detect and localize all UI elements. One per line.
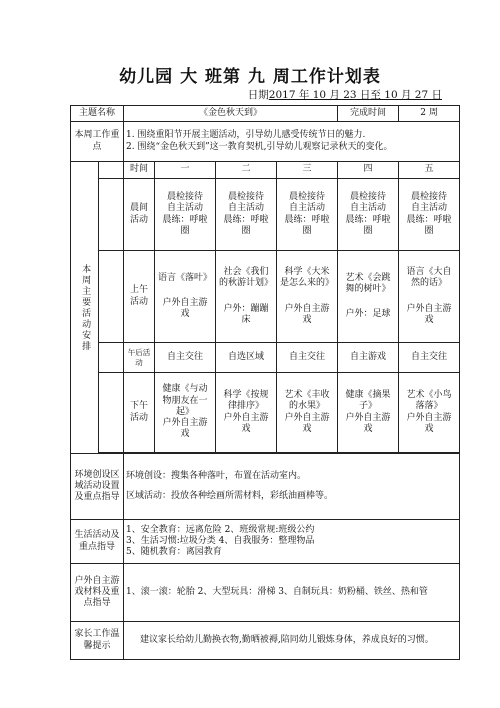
- activity-line: 戏: [302, 423, 312, 434]
- afternoon-row: [71, 373, 460, 453]
- activity-line: 自选区域: [228, 351, 265, 362]
- activity-line: 户外自主游: [162, 418, 208, 429]
- environment-line: 环境创设：搜集各种落叶，布置在活动室内。: [126, 471, 307, 482]
- activity-line: 物朋友在一: [162, 395, 208, 406]
- activity-line: 戏: [302, 314, 312, 325]
- activity-line: 户外自主游: [345, 412, 391, 423]
- activity-line: 户外自主游: [284, 412, 330, 423]
- row-label-forenoon: 上午活动: [124, 251, 155, 343]
- environment-content: [124, 454, 460, 520]
- activity-line: 自主活动: [350, 203, 387, 214]
- activity-cell: [155, 373, 216, 453]
- activity-line: 户外：足球: [345, 309, 391, 320]
- activity-line: 戏: [424, 423, 434, 434]
- activity-line: 圈: [241, 225, 251, 236]
- activity-cell: [399, 343, 460, 373]
- activity-line: 自主游戏: [350, 351, 387, 362]
- activity-cell: [338, 373, 399, 453]
- goals-label: 本周工作重点: [71, 122, 124, 162]
- schedule-blank-cell: [99, 373, 124, 453]
- activity-line: 自主交往: [289, 351, 326, 362]
- activity-line: 戏: [241, 423, 251, 434]
- activity-line: 床: [241, 314, 251, 325]
- activity-line: 户外自主游: [284, 303, 330, 314]
- activity-cell: [155, 179, 216, 251]
- activity-line: 户外自主游: [162, 297, 208, 308]
- row-label-midday: 午后活动: [124, 343, 155, 373]
- row-label-morning: 晨间活动: [124, 179, 155, 251]
- completion-time-label: 完成时间: [338, 106, 399, 122]
- theme-value: 《金色秋天到》: [124, 106, 338, 122]
- activity-line: 晨检接待: [411, 192, 448, 202]
- activity-line: 晨练：呼啦: [284, 214, 330, 225]
- activity-line: 晨练：呼啦: [345, 214, 391, 225]
- activity-line: 自主交往: [411, 351, 448, 362]
- outdoor-content: 1、滚一滚：轮胎 2、大型玩具：滑梯 3、自制玩具：奶粉桶、铁丝、热和管: [124, 564, 460, 622]
- goals-content: [124, 122, 460, 162]
- completion-time-value: 2 周: [399, 106, 460, 122]
- outdoor-label: 户外自主游戏材料及重点指导: [71, 564, 124, 622]
- activity-line: 戏: [180, 429, 190, 440]
- activity-line: 圈: [363, 225, 373, 236]
- cell-spacer: [340, 295, 396, 309]
- activity-line: 自主交往: [167, 351, 204, 362]
- activity-line: 子》: [359, 401, 378, 412]
- activity-line: 晨检接待: [350, 192, 387, 202]
- activity-cell: [338, 251, 399, 343]
- activity-line: 律排序》: [228, 401, 265, 412]
- activity-line: 自主活动: [228, 203, 265, 214]
- day-header: 一: [155, 162, 216, 179]
- activity-line: 圈: [424, 225, 434, 236]
- schedule-side-label: [71, 162, 99, 454]
- date-label: 日期: [247, 89, 269, 101]
- schedule-header-row: [71, 162, 460, 179]
- life-line: 3、生活习惯:垃圾分类 4、自我服务：整理物品: [126, 535, 315, 546]
- theme-row: [71, 106, 460, 122]
- activity-cell: [277, 179, 338, 251]
- activity-line: 语言《落叶》: [158, 272, 213, 283]
- life-line: 5、随机教育：离园教育: [126, 547, 222, 558]
- activity-line: 自主活动: [167, 203, 204, 214]
- activity-line: 晨检接待: [228, 192, 265, 202]
- cell-spacer: [157, 284, 213, 298]
- parents-content: 建议家长给幼儿勤换衣物,勤晒被褥,陪同幼儿锻炼身体，养成良好的习惯。: [124, 622, 460, 660]
- activity-cell: [216, 373, 277, 453]
- time-header: 时间: [124, 162, 155, 179]
- outdoor-row: [71, 564, 460, 622]
- activity-line: 晨检接待: [289, 192, 326, 202]
- activity-line: 语言《大自: [406, 267, 452, 277]
- life-content: [124, 520, 460, 564]
- activity-cell: [277, 251, 338, 343]
- activity-line: 戏: [363, 423, 373, 434]
- theme-label: 主题名称: [71, 106, 124, 122]
- activity-line: 戏: [180, 309, 190, 320]
- schedule-side-label-text: 本周主要活动安排: [80, 263, 91, 352]
- environment-label: 环境创设区域活动设置及重点指导: [71, 454, 124, 520]
- row-label-afternoon: 下午活动: [124, 373, 155, 453]
- day-header: 四: [338, 162, 399, 179]
- day-header: 五: [399, 162, 460, 179]
- life-row: [71, 520, 460, 564]
- activity-line: 是怎么来的》: [280, 278, 335, 289]
- activity-line: 圈: [302, 225, 312, 236]
- activity-cell: [399, 373, 460, 453]
- activity-cell: [277, 373, 338, 453]
- date-from-year: 2017: [268, 89, 296, 101]
- activity-line: 自主活动: [289, 203, 326, 214]
- activity-cell: [399, 179, 460, 251]
- activity-line: 然的话》: [411, 278, 448, 289]
- activity-line: 户外自主游: [406, 303, 452, 314]
- environment-line: 区域活动：投放各种绘画所需材料，彩纸油画棒等。: [126, 490, 334, 501]
- activity-cell: [216, 251, 277, 343]
- page-title: 幼儿园 大 班第 九 周工作计划表: [119, 67, 381, 87]
- schedule-blank-cell: [99, 162, 124, 179]
- activity-line: 晨练：呼啦: [162, 214, 208, 225]
- weekly-plan-table: [70, 105, 460, 660]
- activity-line: 健康《摘果: [345, 390, 391, 400]
- activity-cell: [277, 343, 338, 373]
- day-header: 二: [216, 162, 277, 179]
- cell-spacer: [279, 290, 335, 304]
- life-label: 生活活动及重点指导: [71, 520, 124, 564]
- activity-line: 晨练：呼啦: [223, 214, 269, 225]
- date-range-text: 年 10 月 23 日至 10 月 27 日: [295, 89, 442, 101]
- activity-line: 起》: [176, 406, 195, 417]
- cell-spacer: [218, 290, 274, 304]
- activity-line: 社会《我们: [223, 267, 269, 277]
- schedule-blank-cell: [99, 251, 124, 343]
- activity-line: 户外自主游: [406, 412, 452, 423]
- activity-cell: [216, 179, 277, 251]
- activity-line: 的秋游计划》: [219, 278, 274, 289]
- activity-line: 健康《与动: [162, 384, 208, 395]
- activity-cell: [338, 343, 399, 373]
- activity-line: 艺术《丰收: [284, 390, 330, 400]
- day-header: 三: [277, 162, 338, 179]
- activity-line: 艺术《小鸟: [406, 390, 452, 400]
- schedule-blank-cell: [99, 343, 124, 373]
- activity-line: 户外自主游: [223, 412, 269, 423]
- activity-line: 户外：蹦蹦: [223, 303, 269, 314]
- parents-label: 家长工作温馨提示: [71, 622, 124, 660]
- goals-row: [71, 122, 460, 162]
- activity-cell: [338, 179, 399, 251]
- activity-line: 的水果》: [289, 401, 326, 412]
- morning-row: [71, 179, 460, 251]
- activity-cell: [155, 251, 216, 343]
- parents-row: [71, 622, 460, 660]
- activity-line: 落落》: [415, 401, 443, 412]
- activity-line: 科学《按规: [223, 390, 269, 400]
- activity-line: 舞的树叶》: [345, 283, 391, 294]
- activity-cell: [216, 343, 277, 373]
- activity-line: 圈: [180, 225, 190, 236]
- midday-row: [71, 343, 460, 373]
- activity-line: 自主活动: [411, 203, 448, 214]
- goal-item: 2. 围绕“金色秋天到”这一教育契机,引导幼儿观察记录秋天的变化。: [126, 141, 393, 152]
- forenoon-row: [71, 251, 460, 343]
- life-line: 1、安全教育：远离危险 2、班级常规:班级公约: [126, 524, 315, 535]
- schedule-blank-cell: [99, 179, 124, 251]
- activity-line: 科学《大米: [284, 267, 330, 277]
- goal-item: 1. 围绕重阳节开展主题活动，引导幼儿感受传统节日的魅力.: [126, 130, 366, 141]
- activity-line: 晨检接待: [167, 192, 204, 202]
- activity-line: 艺术《会跳: [345, 272, 391, 283]
- activity-cell: [155, 343, 216, 373]
- activity-cell: [399, 251, 460, 343]
- environment-row: [71, 454, 460, 520]
- cell-spacer: [401, 290, 457, 304]
- activity-line: 晨练：呼啦: [406, 214, 452, 225]
- date-range: [248, 87, 442, 102]
- activity-line: 戏: [424, 314, 434, 325]
